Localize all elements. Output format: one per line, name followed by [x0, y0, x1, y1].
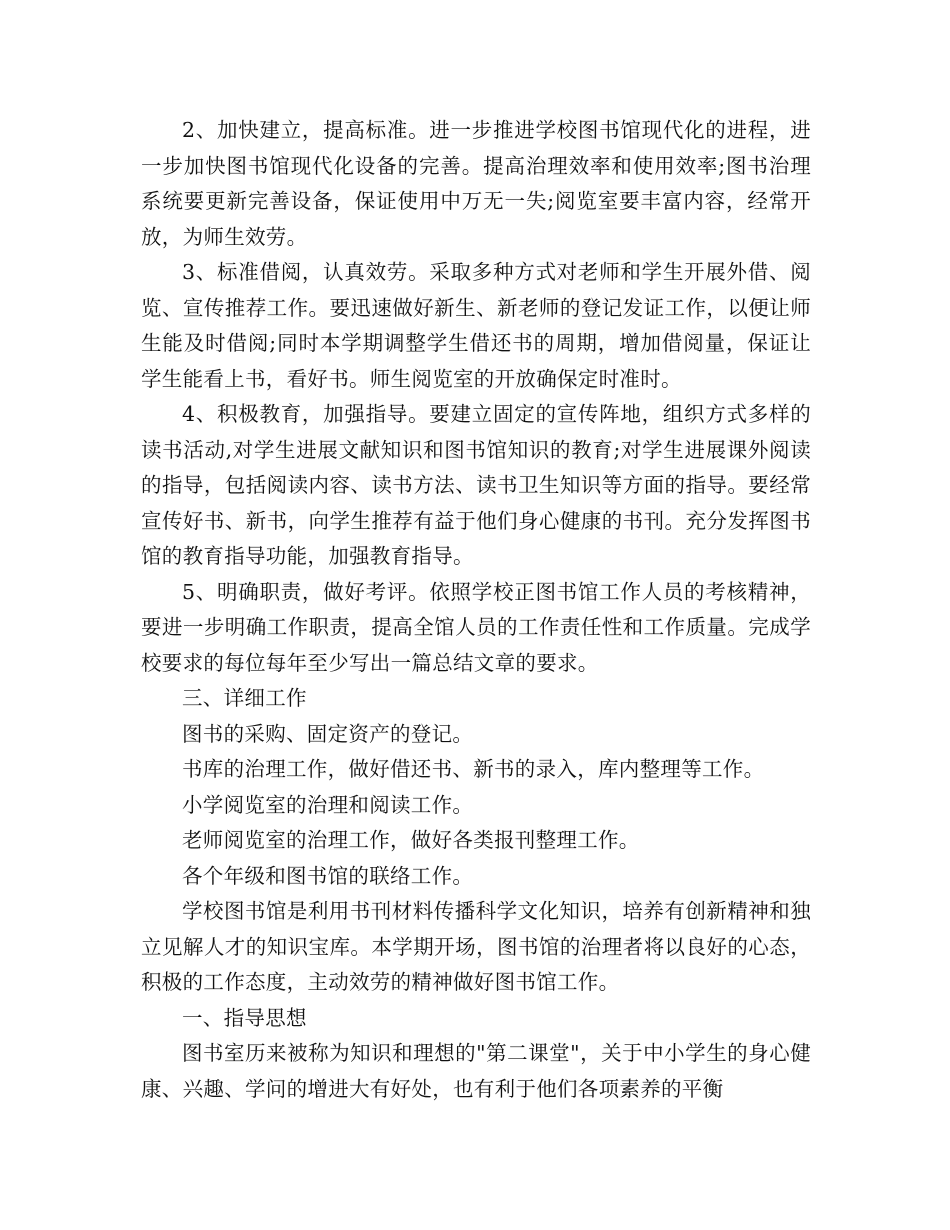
section-heading-detailed-work: 三、详细工作 [182, 686, 307, 710]
work-item-grade-liaison: 各个年级和图书馆的联络工作。 [182, 863, 474, 888]
section-heading-guiding-ideology: 一、指导思想 [182, 1005, 307, 1030]
work-item-stack-management: 书库的治理工作，做好借还书、新书的录入，库内整理等工作。 [182, 757, 765, 781]
paragraph-item-5-duties: 5、明确职责，做好考评。依照学校正图书馆工作人员的考核精神，要进一步明确工作职责，提高全馆人员的工作责任性和工作质量。完成学校要求的每位每年至少写出一篇总结文章的要求。 [141, 579, 811, 675]
work-item-procurement: 图书的采购、固定资产的登记。 [182, 721, 474, 746]
document-body [141, 113, 811, 1107]
paragraph-library-intro: 学校图书馆是利用书刊材料传播科学文化知识，培养有创新精神和独立见解人才的知识宝库。本学期开场，图书馆的治理者将以良好的心态，积极的工作态度，主动效劳的精神做好图书馆工作。 [141, 899, 811, 994]
work-item-teacher-reading-room: 老师阅览室的治理工作，做好各类报刊整理工作。 [182, 828, 640, 852]
paragraph-item-2-construction: 2、加快建立，提高标准。进一步推进学校图书馆现代化的进程，进一步加快图书馆现代化设备的完善。提高治理效率和使用效率;图书治理系统要更新完善设备，保证使用中万无一失;阅览室要丰富内容，经常开放，为师生效劳。 [141, 118, 811, 249]
paragraph-item-4-education: 4、积极教育，加强指导。要建立固定的宣传阵地，组织方式多样的读书活动,对学生进展文献知识和图书馆知识的教育;对学生进展课外阅读的指导，包括阅读内容、读书方法、读书卫生知识等方面的指导。要经常宣传好书、新书，向学生推荐有益于他们身心健康的书刊。充分发挥图书馆的教育指导功能，加强教育指导。 [141, 402, 811, 568]
work-item-primary-reading-room: 小学阅览室的治理和阅读工作。 [182, 792, 474, 817]
paragraph-second-classroom: 图书室历来被称为知识和理想的"第二课堂"，关于中小学生的身心健康、兴趣、学问的增进大有好处，也有利于他们各项素养的平衡 [141, 1041, 811, 1101]
paragraph-item-3-lending: 3、标准借阅，认真效劳。采取多种方式对老师和学生开展外借、阅览、宣传推荐工作。要迅速做好新生、新老师的登记发证工作，以便让师生能及时借阅;同时本学期调整学生借还书的周期，增加借阅量，保证让学生能看上书，看好书。师生阅览室的开放确保定时准时。 [141, 260, 811, 391]
